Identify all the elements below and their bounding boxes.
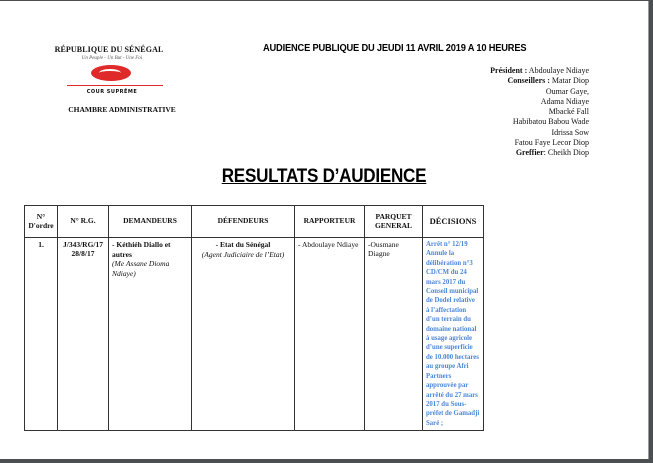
conseillers-line: Conseillers : Matar Diop [507,76,589,86]
table-header-row [25,206,484,238]
president-line: Président : Abdoulaye Ndiaye [490,66,589,75]
cell-rapporteur: - Abdoulaye Ndiaye [295,238,365,431]
conseiller: Mbacké Fall [548,107,589,117]
national-motto: Un Peuple - Un But - Une Foi [81,56,143,61]
cell-parquet: -Ousmane Diagne [365,238,423,431]
cour-supreme-logo-icon [65,63,165,89]
header-parquet: PARQUET GENERAL [365,206,423,238]
cell-decision: Arrêt n° 12/19 Annule la délibération n°3 CD/CM du 24 mars 2017 du Conseil municipal de Dodel relative à l’affectation d’un terrain du domaine national à usage agricole d’une superficie de 10.000 hectares au groupe Afri Partners approuvée par arrêté du 27 mars 2017 du Sous-préfet de Gamadji Saré ; [423,238,484,431]
header-num: N° D'ordre [25,206,58,238]
audience-title: AUDIENCE PUBLIQUE DU JEUDI 11 AVRIL 2019 A 10 HEURES [263,43,527,54]
court-name: COUR SUPRÊME [86,89,138,95]
table-row [25,238,484,431]
chamber-name: CHAMBRE ADMINISTRATIVE [68,105,176,114]
header-rg: N° R.G. [58,206,109,238]
conseiller: Habibatou Babou Wade [512,117,589,127]
conseiller: Oumar Gaye, [545,86,589,96]
court-composition [490,66,589,159]
conseiller: Adama Ndiaye [540,96,589,106]
cell-num: 1. [25,238,58,431]
document-page [0,1,649,459]
header-demandeurs: DEMANDEURS [109,206,192,238]
header-rapporteur: RAPPORTEUR [295,206,365,238]
header-decisions: DÉCISIONS [423,206,484,238]
conseiller: Fatou Faye Lecor Diop [514,138,589,148]
cell-rg: J/343/RG/17 28/8/17 [58,238,109,431]
cell-demandeurs: - Kéthiéh Diallo et autres (Me Assane Dioma Ndiaye) [109,238,192,431]
republic-name: RÉPUBLIQUE DU SÉNÉGAL [54,45,164,54]
greffier-line: Greffier: Cheikh Diop [515,148,589,158]
cell-defendeurs: - Etat du Sénégal (Agent Judiciaire de l’Etat) [192,238,295,431]
results-title: RESULTATS D’AUDIENCE [221,166,427,187]
results-table [24,205,484,431]
header-defendeurs: DÉFENDEURS [192,206,295,238]
conseiller: Idrissa Sow [551,127,589,137]
court-header [40,45,190,114]
